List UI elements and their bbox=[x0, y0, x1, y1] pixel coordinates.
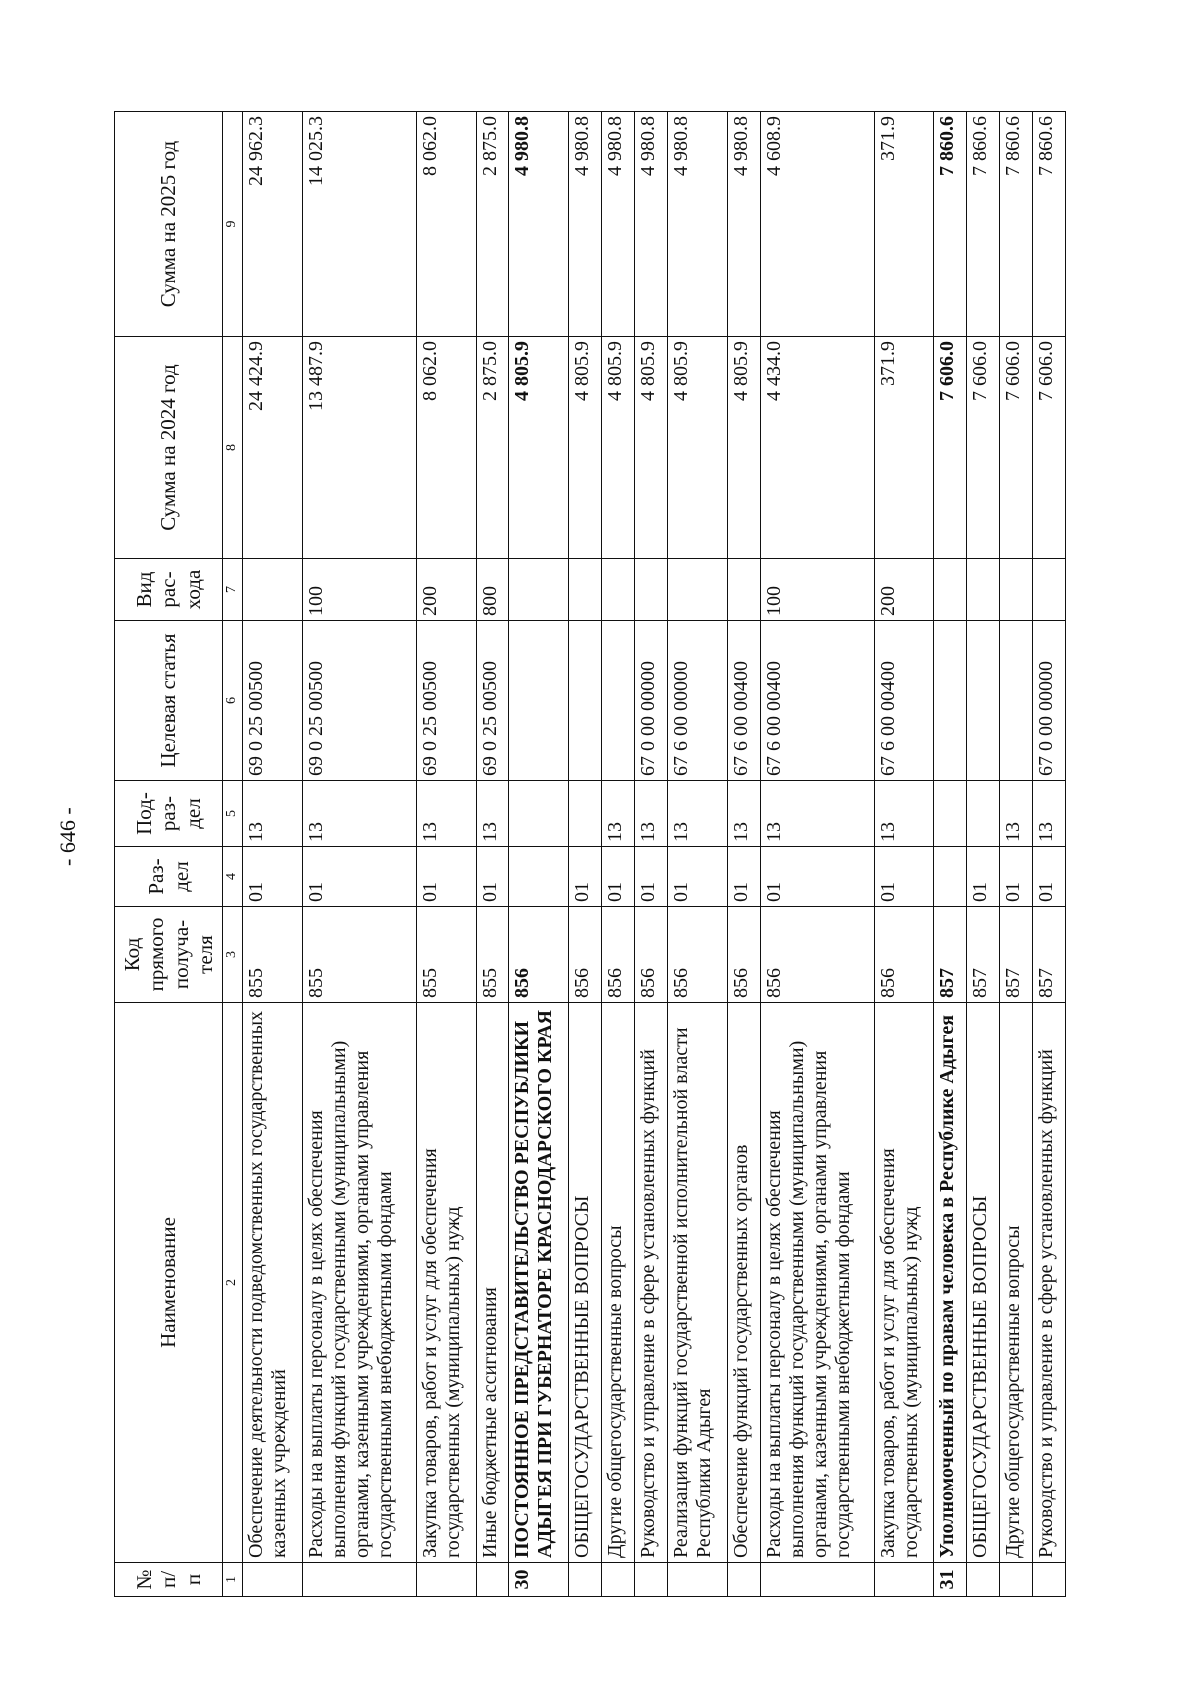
row-sum-2024: 4 434.0 bbox=[760, 337, 874, 559]
row-name: Другие общегосударственные вопросы bbox=[602, 1003, 635, 1563]
row-name: Иные бюджетные ассигнования bbox=[476, 1003, 509, 1563]
row-number bbox=[416, 1563, 476, 1597]
row-section: 01 bbox=[967, 847, 1000, 907]
row-target-item: 67 6 00 00400 bbox=[874, 621, 934, 781]
column-number: 9 bbox=[223, 112, 243, 337]
header-recipient-code: Код прямого получа-теля bbox=[115, 907, 223, 1003]
row-section: 01 bbox=[1000, 847, 1033, 907]
row-expense-type bbox=[243, 559, 303, 621]
row-subsection bbox=[509, 781, 569, 847]
column-number-row bbox=[223, 112, 243, 1597]
table-row bbox=[874, 112, 934, 1597]
row-sum-2024: 371.9 bbox=[874, 337, 934, 559]
row-subsection bbox=[569, 781, 602, 847]
row-target-item: 69 0 25 00500 bbox=[476, 621, 509, 781]
header-subsection: Под-раз-дел bbox=[115, 781, 223, 847]
budget-table-sheet bbox=[114, 112, 1066, 1597]
row-expense-type bbox=[509, 559, 569, 621]
row-sum-2024: 7 606.0 bbox=[1000, 337, 1033, 559]
column-number: 2 bbox=[223, 1003, 243, 1563]
row-subsection: 13 bbox=[243, 781, 303, 847]
row-number bbox=[476, 1563, 509, 1597]
column-number: 1 bbox=[223, 1563, 243, 1597]
table-row bbox=[243, 112, 303, 1597]
row-sum-2024: 4 805.9 bbox=[602, 337, 635, 559]
row-name: Закупка товаров, работ и услуг для обеспечения государственных (муниципальных) нужд bbox=[416, 1003, 476, 1563]
row-section: 01 bbox=[569, 847, 602, 907]
row-expense-type bbox=[727, 559, 760, 621]
row-sum-2025: 24 962.3 bbox=[243, 112, 303, 337]
row-number bbox=[667, 1563, 727, 1597]
row-section: 01 bbox=[476, 847, 509, 907]
row-number: 30 bbox=[509, 1563, 569, 1597]
row-expense-type: 800 bbox=[476, 559, 509, 621]
row-target-item bbox=[569, 621, 602, 781]
column-number: 5 bbox=[223, 781, 243, 847]
column-number: 3 bbox=[223, 907, 243, 1003]
row-subsection: 13 bbox=[1000, 781, 1033, 847]
row-subsection: 13 bbox=[476, 781, 509, 847]
row-recipient-code: 857 bbox=[967, 907, 1000, 1003]
row-sum-2025: 4 980.8 bbox=[602, 112, 635, 337]
row-sum-2025: 4 980.8 bbox=[635, 112, 668, 337]
row-section bbox=[934, 847, 967, 907]
table-row bbox=[416, 112, 476, 1597]
row-subsection bbox=[967, 781, 1000, 847]
row-number bbox=[243, 1563, 303, 1597]
header-expense-type: Вид рас-хода bbox=[115, 559, 223, 621]
row-number bbox=[727, 1563, 760, 1597]
row-subsection: 13 bbox=[667, 781, 727, 847]
row-recipient-code: 857 bbox=[1033, 907, 1066, 1003]
row-target-item bbox=[509, 621, 569, 781]
row-expense-type bbox=[569, 559, 602, 621]
row-target-item: 67 6 00 00400 bbox=[760, 621, 874, 781]
row-recipient-code: 856 bbox=[602, 907, 635, 1003]
table-row bbox=[934, 112, 967, 1597]
row-expense-type bbox=[635, 559, 668, 621]
table-row bbox=[302, 112, 416, 1597]
row-recipient-code: 857 bbox=[934, 907, 967, 1003]
row-name: ОБЩЕГОСУДАРСТВЕННЫЕ ВОПРОСЫ bbox=[569, 1003, 602, 1563]
table-body bbox=[243, 112, 1066, 1597]
row-number bbox=[602, 1563, 635, 1597]
header-sum-2025: Сумма на 2025 год bbox=[115, 112, 223, 337]
row-sum-2025: 4 980.8 bbox=[509, 112, 569, 337]
header-sum-2024: Сумма на 2024 год bbox=[115, 337, 223, 559]
row-name: Расходы на выплаты персоналу в целях обеспечения выполнения функций государственными (муниципальными) органами, казенными учреждениями, органами управления государственными внебюджетными фондами bbox=[760, 1003, 874, 1563]
row-section: 01 bbox=[1033, 847, 1066, 907]
row-section bbox=[509, 847, 569, 907]
row-recipient-code: 855 bbox=[416, 907, 476, 1003]
row-recipient-code: 856 bbox=[727, 907, 760, 1003]
row-number bbox=[874, 1563, 934, 1597]
row-section: 01 bbox=[727, 847, 760, 907]
row-target-item: 67 0 00 00000 bbox=[1033, 621, 1066, 781]
row-number bbox=[569, 1563, 602, 1597]
row-recipient-code: 855 bbox=[476, 907, 509, 1003]
row-section: 01 bbox=[874, 847, 934, 907]
row-expense-type bbox=[934, 559, 967, 621]
header-target-item: Целевая статья bbox=[115, 621, 223, 781]
row-subsection: 13 bbox=[635, 781, 668, 847]
row-recipient-code: 855 bbox=[243, 907, 303, 1003]
header-name: Наименование bbox=[115, 1003, 223, 1563]
row-sum-2024: 7 606.0 bbox=[967, 337, 1000, 559]
row-target-item: 67 0 00 00000 bbox=[635, 621, 668, 781]
page-number: - 646 - bbox=[55, 807, 80, 866]
row-section: 01 bbox=[243, 847, 303, 907]
row-target-item bbox=[602, 621, 635, 781]
row-subsection bbox=[934, 781, 967, 847]
table-row bbox=[476, 112, 509, 1597]
row-subsection: 13 bbox=[760, 781, 874, 847]
row-subsection: 13 bbox=[727, 781, 760, 847]
row-name: Обеспечение деятельности подведомственных государственных казенных учреждений bbox=[243, 1003, 303, 1563]
table-row bbox=[569, 112, 602, 1597]
row-subsection: 13 bbox=[302, 781, 416, 847]
table-row bbox=[602, 112, 635, 1597]
row-recipient-code: 856 bbox=[569, 907, 602, 1003]
row-sum-2024: 4 805.9 bbox=[509, 337, 569, 559]
row-name: Руководство и управление в сфере установленных функций bbox=[635, 1003, 668, 1563]
row-recipient-code: 856 bbox=[760, 907, 874, 1003]
row-subsection: 13 bbox=[602, 781, 635, 847]
table-row bbox=[1000, 112, 1033, 1597]
row-number: 31 bbox=[934, 1563, 967, 1597]
row-section: 01 bbox=[302, 847, 416, 907]
row-sum-2025: 4 608.9 bbox=[760, 112, 874, 337]
budget-table bbox=[114, 111, 1066, 1597]
row-expense-type: 100 bbox=[302, 559, 416, 621]
row-section: 01 bbox=[635, 847, 668, 907]
row-number bbox=[1000, 1563, 1033, 1597]
row-sum-2025: 4 980.8 bbox=[667, 112, 727, 337]
header-section: Раз-дел bbox=[115, 847, 223, 907]
table-row bbox=[760, 112, 874, 1597]
row-sum-2025: 14 025.3 bbox=[302, 112, 416, 337]
row-recipient-code: 857 bbox=[1000, 907, 1033, 1003]
row-sum-2024: 24 424.9 bbox=[243, 337, 303, 559]
row-recipient-code: 855 bbox=[302, 907, 416, 1003]
row-section: 01 bbox=[760, 847, 874, 907]
row-subsection: 13 bbox=[416, 781, 476, 847]
row-sum-2025: 4 980.8 bbox=[727, 112, 760, 337]
row-sum-2025: 7 860.6 bbox=[967, 112, 1000, 337]
table-row bbox=[1033, 112, 1066, 1597]
row-sum-2024: 7 606.0 bbox=[934, 337, 967, 559]
row-sum-2025: 2 875.0 bbox=[476, 112, 509, 337]
row-sum-2025: 7 860.6 bbox=[934, 112, 967, 337]
row-subsection: 13 bbox=[874, 781, 934, 847]
row-target-item: 69 0 25 00500 bbox=[302, 621, 416, 781]
row-recipient-code: 856 bbox=[635, 907, 668, 1003]
row-expense-type: 100 bbox=[760, 559, 874, 621]
row-name: ОБЩЕГОСУДАРСТВЕННЫЕ ВОПРОСЫ bbox=[967, 1003, 1000, 1563]
row-target-item: 67 6 00 00000 bbox=[667, 621, 727, 781]
row-target-item bbox=[967, 621, 1000, 781]
row-recipient-code: 856 bbox=[874, 907, 934, 1003]
row-name: Уполномоченный по правам человека в Республике Адыгея bbox=[934, 1003, 967, 1563]
row-sum-2025: 4 980.8 bbox=[569, 112, 602, 337]
column-number: 6 bbox=[223, 621, 243, 781]
row-number bbox=[1033, 1563, 1066, 1597]
row-expense-type bbox=[667, 559, 727, 621]
row-target-item: 69 0 25 00500 bbox=[416, 621, 476, 781]
row-sum-2024: 4 805.9 bbox=[569, 337, 602, 559]
row-name: Реализация функций государственной исполнительной власти Республики Адыгея bbox=[667, 1003, 727, 1563]
row-recipient-code: 856 bbox=[509, 907, 569, 1003]
row-recipient-code: 856 bbox=[667, 907, 727, 1003]
row-name: Руководство и управление в сфере установленных функций bbox=[1033, 1003, 1066, 1563]
row-target-item: 69 0 25 00500 bbox=[243, 621, 303, 781]
table-row bbox=[509, 112, 569, 1597]
row-sum-2025: 7 860.6 bbox=[1000, 112, 1033, 337]
row-name: Закупка товаров, работ и услуг для обеспечения государственных (муниципальных) нужд bbox=[874, 1003, 934, 1563]
row-section: 01 bbox=[602, 847, 635, 907]
row-name: Расходы на выплаты персоналу в целях обеспечения выполнения функций государственными (муниципальными) органами, казенными учреждениями, органами управления государственными внебюджетными фондами bbox=[302, 1003, 416, 1563]
row-name: Обеспечение функций государственных органов bbox=[727, 1003, 760, 1563]
row-sum-2024: 13 487.9 bbox=[302, 337, 416, 559]
row-sum-2024: 4 805.9 bbox=[727, 337, 760, 559]
row-target-item bbox=[1000, 621, 1033, 781]
row-subsection: 13 bbox=[1033, 781, 1066, 847]
row-sum-2024: 7 606.0 bbox=[1033, 337, 1066, 559]
row-sum-2025: 371.9 bbox=[874, 112, 934, 337]
row-expense-type: 200 bbox=[416, 559, 476, 621]
row-expense-type bbox=[1033, 559, 1066, 621]
column-number: 7 bbox=[223, 559, 243, 621]
row-number bbox=[760, 1563, 874, 1597]
column-number: 8 bbox=[223, 337, 243, 559]
row-expense-type: 200 bbox=[874, 559, 934, 621]
table-row bbox=[727, 112, 760, 1597]
row-section: 01 bbox=[667, 847, 727, 907]
row-number bbox=[635, 1563, 668, 1597]
row-number bbox=[302, 1563, 416, 1597]
row-sum-2024: 2 875.0 bbox=[476, 337, 509, 559]
column-number: 4 bbox=[223, 847, 243, 907]
row-sum-2024: 4 805.9 bbox=[667, 337, 727, 559]
row-name: ПОСТОЯННОЕ ПРЕДСТАВИТЕЛЬСТВО РЕСПУБЛИКИ АДЫГЕЯ ПРИ ГУБЕРНАТОРЕ КРАСНОДАРСКОГО КРАЯ bbox=[509, 1003, 569, 1563]
row-sum-2024: 8 062.0 bbox=[416, 337, 476, 559]
row-expense-type bbox=[602, 559, 635, 621]
row-sum-2025: 7 860.6 bbox=[1033, 112, 1066, 337]
row-name: Другие общегосударственные вопросы bbox=[1000, 1003, 1033, 1563]
table-header-row bbox=[115, 112, 223, 1597]
row-target-item bbox=[934, 621, 967, 781]
table-row bbox=[967, 112, 1000, 1597]
row-sum-2024: 4 805.9 bbox=[635, 337, 668, 559]
header-num: № п/п bbox=[115, 1563, 223, 1597]
row-number bbox=[967, 1563, 1000, 1597]
row-expense-type bbox=[967, 559, 1000, 621]
table-row bbox=[667, 112, 727, 1597]
row-section: 01 bbox=[416, 847, 476, 907]
table-row bbox=[635, 112, 668, 1597]
row-target-item: 67 6 00 00400 bbox=[727, 621, 760, 781]
row-expense-type bbox=[1000, 559, 1033, 621]
row-sum-2025: 8 062.0 bbox=[416, 112, 476, 337]
